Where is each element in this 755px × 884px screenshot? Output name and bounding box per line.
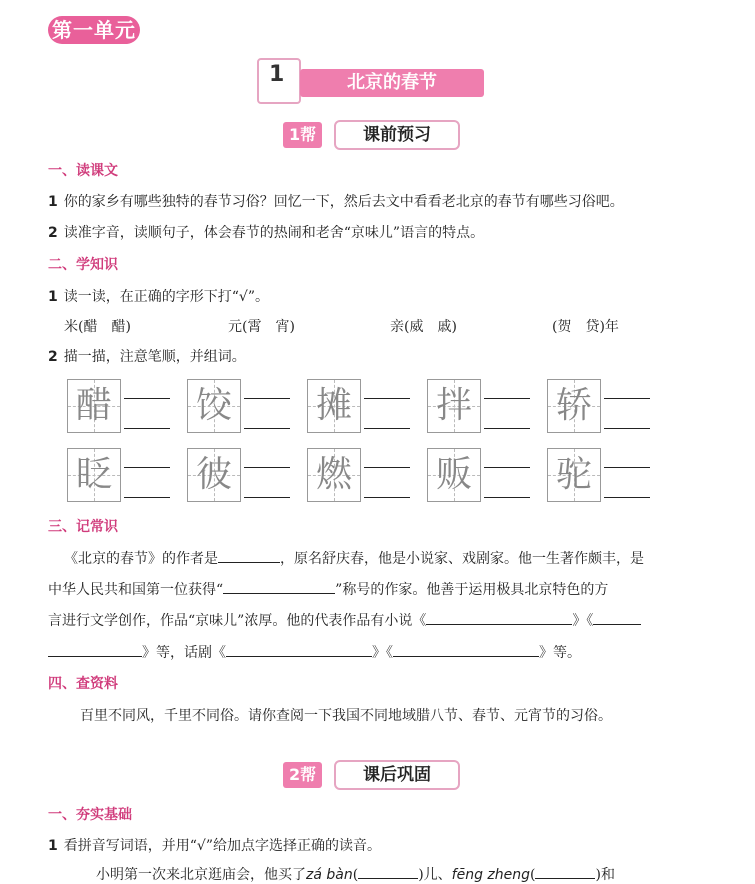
question-number: 1 — [48, 289, 58, 305]
s3-text: 《北京的春节》的作者是 — [64, 551, 218, 567]
s3-line-3 — [48, 610, 641, 630]
help2-title: 课后巩固 — [334, 760, 460, 790]
word-blank[interactable] — [364, 398, 410, 399]
s2-question-2 — [48, 346, 246, 366]
s1-q1-text: 你的家乡有哪些独特的春节习俗？回忆一下，然后去文中看看老北京的春节有哪些习俗吧。 — [63, 194, 624, 210]
pinyin-2: fēng zheng — [451, 867, 531, 883]
fill-blank[interactable] — [358, 864, 418, 879]
fill-blank[interactable] — [393, 642, 539, 657]
word-blank[interactable] — [364, 467, 410, 468]
unit-label: 第一单元 — [48, 16, 140, 44]
choice-4[interactable]: (贺 贷)年 — [552, 319, 619, 335]
trace-char: 贩 — [435, 454, 472, 495]
s3-text: 》等，话剧《 — [142, 645, 226, 661]
s3-line-1 — [64, 548, 644, 568]
fill-blank[interactable] — [535, 864, 595, 879]
trace-char: 摊 — [315, 385, 352, 426]
s1-q2-text: 读准字音，读顺句子，体会春节的热闹和老舍“京味儿”语言的特点。 — [63, 225, 485, 241]
lesson-title: 北京的春节 — [300, 69, 484, 97]
trace-cell — [67, 448, 121, 502]
fill-blank[interactable] — [223, 579, 335, 594]
s3-text: ，原名舒庆春，他是小说家、戏剧家。他一生著作颇丰，是 — [280, 551, 644, 567]
s3-line-4 — [48, 642, 581, 662]
word-blank[interactable] — [124, 428, 170, 429]
word-blank[interactable] — [484, 467, 530, 468]
section-knowledge-heading: 三、记常识 — [48, 519, 118, 535]
s2-q2-text: 描一描，注意笔顺，并组词。 — [63, 349, 246, 365]
word-blank[interactable] — [484, 497, 530, 498]
word-blank[interactable] — [244, 428, 290, 429]
s3-text: 言进行文学创作，作品“京味儿”浓厚。他的代表作品有小说《 — [48, 613, 427, 629]
question-number: 2 — [48, 225, 58, 241]
s5-q1-text: 看拼音写词语，并用“√”给加点字选择正确的读音。 — [63, 838, 381, 854]
word-blank[interactable] — [244, 398, 290, 399]
section-learn-heading: 二、学知识 — [48, 257, 118, 273]
section-research-heading: 四、查资料 — [48, 676, 118, 692]
fill-blank[interactable] — [593, 610, 641, 625]
lesson-number: 1 — [269, 62, 285, 87]
trace-char: 醋 — [75, 385, 112, 426]
s3-text: ”称号的作家。他善于运用极具北京特色的方 — [335, 582, 609, 598]
s5-text: 小明第一次来北京逛庙会，他买了 — [96, 867, 306, 883]
s1-question-2 — [48, 222, 484, 242]
word-blank[interactable] — [244, 467, 290, 468]
section-basics-heading: 一、夯实基础 — [48, 807, 132, 823]
trace-char: 拌 — [435, 385, 472, 426]
trace-char: 燃 — [315, 454, 352, 495]
word-blank[interactable] — [604, 467, 650, 468]
s5-question-1 — [48, 835, 381, 855]
s5-text: 儿、 — [423, 867, 452, 883]
s2-q1-text: 读一读，在正确的字形下打“√”。 — [63, 289, 269, 305]
s3-line-2 — [48, 579, 608, 599]
question-number: 2 — [48, 349, 58, 365]
s3-text: 中华人民共和国第一位获得“ — [48, 582, 224, 598]
word-blank[interactable] — [244, 497, 290, 498]
trace-char: 彼 — [195, 454, 232, 495]
word-blank[interactable] — [604, 428, 650, 429]
word-blank[interactable] — [364, 497, 410, 498]
fill-blank[interactable] — [426, 610, 572, 625]
section-read-heading: 一、读课文 — [48, 163, 118, 179]
trace-char: 饺 — [195, 385, 232, 426]
s3-text: 》《 — [572, 613, 594, 629]
s2-question-1 — [48, 286, 269, 306]
choice-1[interactable]: 米(醋 醋) — [64, 319, 131, 335]
help1-title: 课前预习 — [334, 120, 460, 150]
trace-cell — [427, 379, 481, 433]
s5-line-1: 小明第一次来北京逛庙会，他买了zá bàn( )儿、fēng zheng( )和 — [96, 864, 615, 884]
word-blank[interactable] — [124, 497, 170, 498]
trace-cell — [187, 448, 241, 502]
trace-cell — [307, 448, 361, 502]
trace-cell — [547, 379, 601, 433]
word-blank[interactable] — [484, 398, 530, 399]
choice-2[interactable]: 元(霄 宵) — [228, 319, 295, 335]
word-blank[interactable] — [124, 398, 170, 399]
fill-blank[interactable] — [218, 548, 280, 563]
word-blank[interactable] — [604, 497, 650, 498]
help2-tag: 2帮 — [283, 762, 322, 788]
s3-text: 》《 — [372, 645, 393, 661]
fill-blank[interactable] — [48, 642, 142, 657]
trace-char: 轿 — [555, 385, 592, 426]
question-number: 1 — [48, 194, 58, 210]
trace-cell — [547, 448, 601, 502]
word-blank[interactable] — [604, 398, 650, 399]
trace-cell — [187, 379, 241, 433]
pinyin-1: zá bàn — [306, 867, 353, 883]
trace-char: 驼 — [555, 454, 592, 495]
help1-tag: 1帮 — [283, 122, 322, 148]
s1-question-1 — [48, 191, 624, 211]
fill-blank[interactable] — [226, 642, 372, 657]
word-blank[interactable] — [124, 467, 170, 468]
s5-text: 和 — [600, 867, 615, 883]
s4-text: 百里不同风，千里不同俗。请你查阅一下我国不同地域腊八节、春节、元宵节的习俗。 — [80, 708, 612, 724]
trace-char: 眨 — [75, 454, 112, 495]
trace-cell — [67, 379, 121, 433]
choice-3[interactable]: 亲(威 戚) — [390, 319, 457, 335]
trace-cell — [427, 448, 481, 502]
word-blank[interactable] — [484, 428, 530, 429]
word-blank[interactable] — [364, 428, 410, 429]
question-number: 1 — [48, 838, 58, 854]
trace-cell — [307, 379, 361, 433]
s3-text: 》等。 — [539, 645, 581, 661]
